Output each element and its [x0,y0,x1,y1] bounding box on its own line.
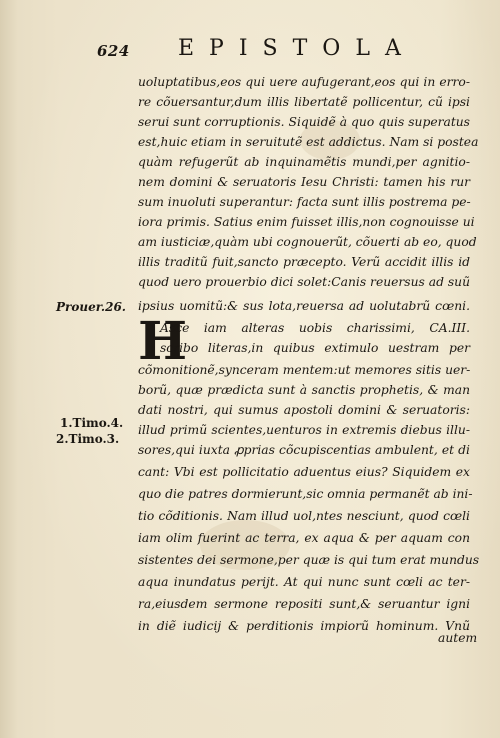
text-line: ipsius uomitũ:& sus lota,reuersa ad uolutabrũ cœni. [138,299,470,313]
text-line: Asce iam alteras uobis charissimi, CA.III. [160,321,470,335]
text-line: in diẽ iudicij & perditionis impiorũ hominum. Vnũ [138,619,470,633]
text-line: quod uero prouerbio dici solet:Canis reuersus ad suũ [138,275,471,289]
text-line: quàm refugerũt ab inquinamẽtis mundi,per agnitio- [138,155,470,169]
text-line: uoluptatibus,eos qui uere aufugerant,eos qui in erro- [138,75,470,89]
text-line: am iusticiæ,quàm ubi cognouerũt, cõuerti ab eo, quod [138,235,477,249]
text-line: quo die patres dormierunt,sic omnia permanẽt ab ini- [138,487,473,501]
text-line: ra,eiusdem sermone repositi sunt,& seruantur igni [138,597,470,611]
text-line: est,huic etiam in seruitutẽ est addictus. Nam si postea [138,135,479,149]
running-head: EPISTOLA [178,36,416,61]
catchword: autem [438,631,478,645]
page-number: 624 [97,42,130,60]
text-line: re cõuersantur,dum illis libertatẽ pollicentur, cũ ipsi [138,95,470,109]
text-line: scribo literas,in quibus extimulo uestram per [160,341,470,355]
text-line: illis traditũ fuit,sancto præcepto. Verũ accidit illis id [138,255,470,269]
text-line: sum inuoluti superantur: facta sunt illis postrema pe- [138,195,471,209]
text-line: iam olim fuerint ac terra, ex aqua & per aquam con [138,531,470,545]
marginal-note: Prouer.26. [56,300,126,314]
text-line: serui sunt corruptionis. Siquidẽ à quo quis superatus [138,115,470,129]
text-line: sistentes dei sermone,per quæ is qui tum erat mundus [138,553,480,567]
marginal-note: 2.Timo.3. [56,432,120,446]
text-line: borũ, quæ prædicta sunt à sanctis prophetis, & man [138,383,470,397]
text-line: illud primũ scientes,uenturos in extremis diebus illu- [138,423,470,437]
text-line: aqua inundatus perijt. At qui nunc sunt cœli ac ter- [138,575,470,589]
text-line: iora primis. Satius enim fuisset illis,non cognouisse ui [138,215,475,229]
drop-initial: H [138,311,188,372]
text-line: cõmonitionẽ,synceram mentem:ut memores sitis uer- [138,363,471,377]
text-line: sores,qui iuxta ꝓprias cõcupiscentias ambulent, et di [138,443,470,457]
text-line: cant: Vbi est pollicitatio aduentus eius? Siquidem ex [138,465,470,479]
marginal-note: 1.Timo.4. [60,416,124,430]
text-line: dati nostri, qui sumus apostoli domini & seruatoris: [138,403,470,417]
text-line: nem domini & seruatoris Iesu Christi: tamen his rur [138,175,470,189]
text-line: tio cõditionis. Nam illud uol,ntes nesciunt, quod cœli [138,509,470,523]
